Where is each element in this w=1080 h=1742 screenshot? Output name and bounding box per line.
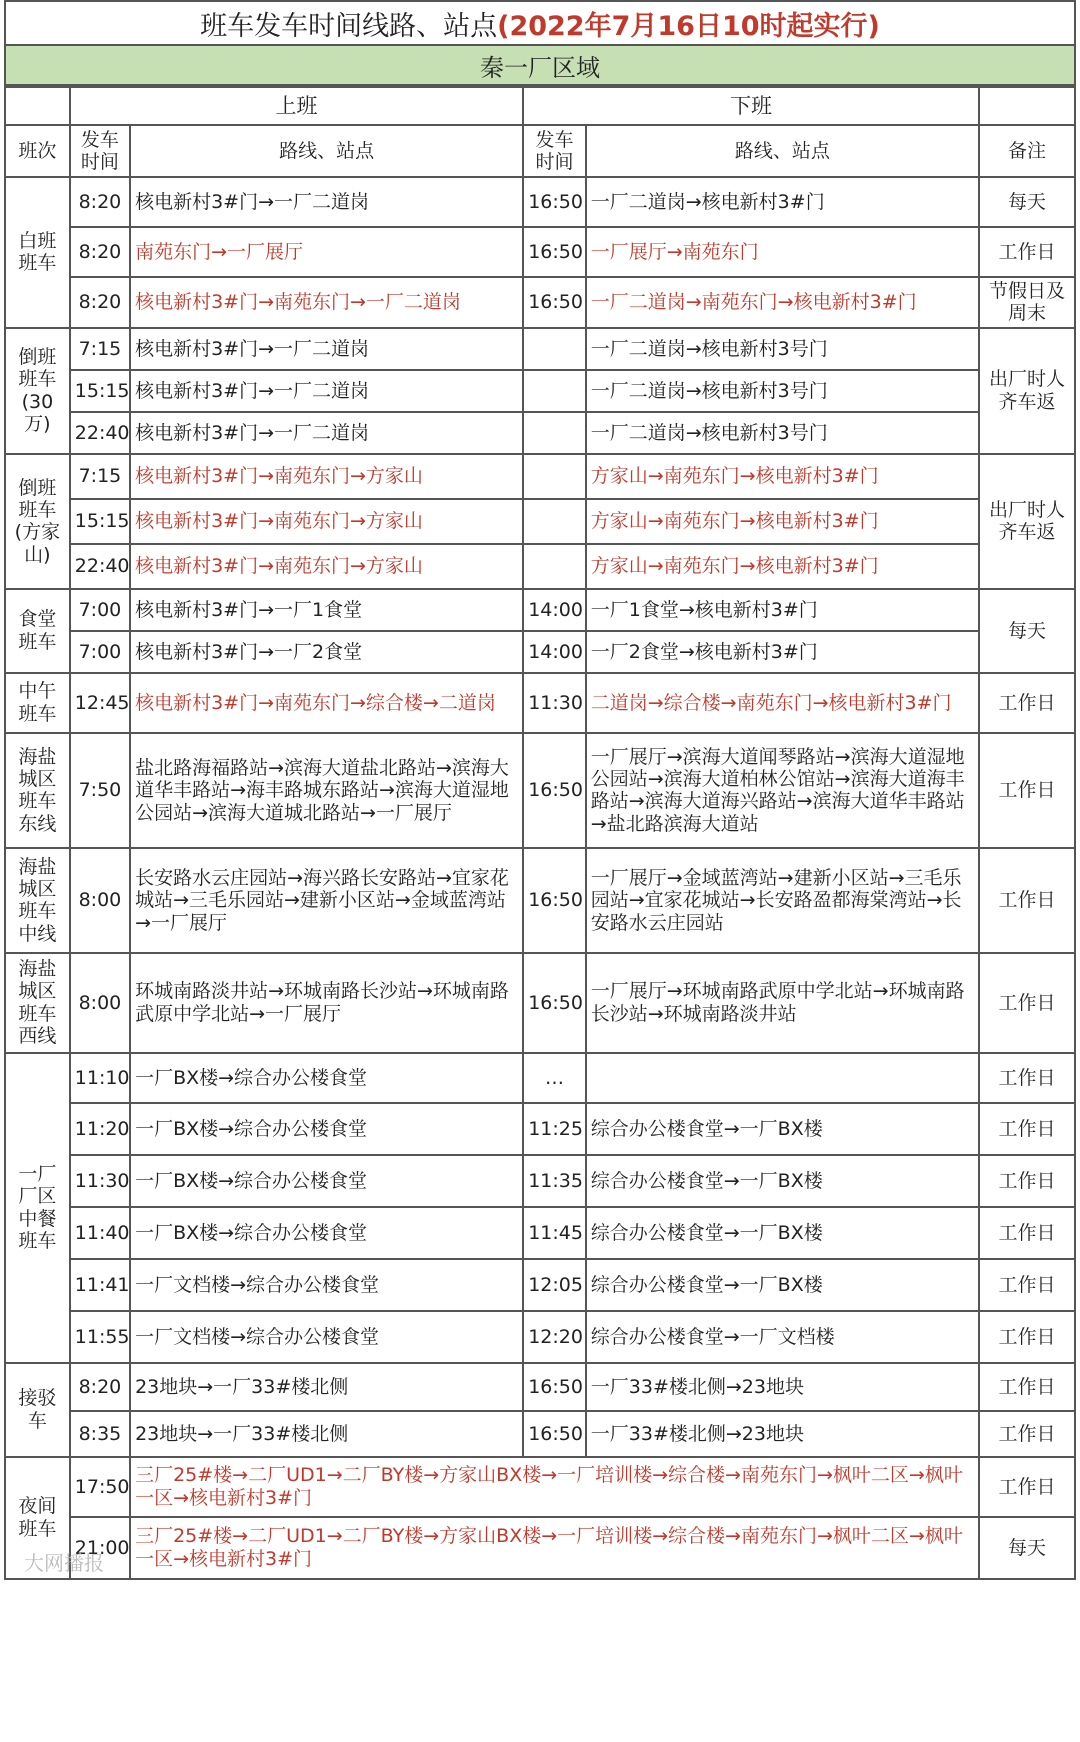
route-down: 一厂二道岗→核电新村3#门 bbox=[586, 177, 979, 227]
route-up: 核电新村3#门→南苑东门→方家山 bbox=[130, 499, 523, 544]
group-label: 一厂厂区中餐班车 bbox=[5, 1053, 70, 1363]
table-row bbox=[5, 544, 1075, 589]
route-up: 一厂BX楼→综合办公楼食堂 bbox=[130, 1103, 523, 1155]
table-row bbox=[5, 412, 1075, 454]
route-down: 方家山→南苑东门→核电新村3#门 bbox=[586, 499, 979, 544]
route-up: 核电新村3#门→南苑东门→综合楼→二道岗 bbox=[130, 673, 523, 733]
depart-time-down: 11:30 bbox=[523, 673, 586, 733]
depart-time-up: 8:20 bbox=[70, 1363, 130, 1411]
group-label: 食堂班车 bbox=[5, 589, 70, 673]
depart-time-up: 11:30 bbox=[70, 1155, 130, 1207]
depart-time-down: 16:50 bbox=[523, 1363, 586, 1411]
note-cell: 工作日 bbox=[979, 1411, 1075, 1457]
header-up: 上班 bbox=[70, 87, 523, 125]
depart-time-down bbox=[523, 544, 586, 589]
table-row bbox=[5, 454, 1075, 499]
depart-time-down: 16:50 bbox=[523, 1411, 586, 1457]
route-up: 23地块→一厂33#楼北侧 bbox=[130, 1363, 523, 1411]
note-cell: 工作日 bbox=[979, 227, 1075, 277]
depart-time-down: 14:00 bbox=[523, 631, 586, 673]
route-down: 一厂二道岗→南苑东门→核电新村3#门 bbox=[586, 277, 979, 328]
table-row bbox=[5, 370, 1075, 412]
depart-time-up: 17:50 bbox=[70, 1457, 130, 1517]
route-up: 一厂BX楼→综合办公楼食堂 bbox=[130, 1207, 523, 1259]
note-cell: 每天 bbox=[979, 1517, 1075, 1579]
group-label: 倒班班车(30万) bbox=[5, 328, 70, 454]
corner-cell bbox=[5, 87, 70, 125]
route-down bbox=[586, 1053, 979, 1103]
depart-time-up: 11:10 bbox=[70, 1053, 130, 1103]
depart-time-down: 16:50 bbox=[523, 227, 586, 277]
route-down: 一厂二道岗→核电新村3号门 bbox=[586, 328, 979, 370]
header-route-up: 路线、站点 bbox=[130, 125, 523, 177]
depart-time-up: 7:50 bbox=[70, 733, 130, 848]
depart-time-down: 16:50 bbox=[523, 733, 586, 848]
table-row bbox=[5, 177, 1075, 227]
title-main: 班车发车时间线路、站点 bbox=[200, 10, 498, 42]
route-down: 一厂展厅→金域蓝湾站→建新小区站→三毛乐园站→宜家花城站→长安路盈都海棠湾站→长安路水云庄园站 bbox=[586, 848, 979, 953]
route-down: 一厂展厅→南苑东门 bbox=[586, 227, 979, 277]
route-night: 三厂25#楼→二厂UD1→二厂BY楼→方家山BX楼→一厂培训楼→综合楼→南苑东门→枫叶二区→枫叶一区→核电新村3#门 bbox=[130, 1457, 979, 1517]
table-row bbox=[5, 673, 1075, 733]
table-row bbox=[5, 1259, 1075, 1311]
depart-time-down bbox=[523, 328, 586, 370]
route-down: 二道岗→综合楼→南苑东门→核电新村3#门 bbox=[586, 673, 979, 733]
depart-time-up: 12:45 bbox=[70, 673, 130, 733]
depart-time-up: 8:00 bbox=[70, 953, 130, 1053]
route-up: 环城南路淡井站→环城南路长沙站→环城南路武原中学北站→一厂展厅 bbox=[130, 953, 523, 1053]
note-cell: 工作日 bbox=[979, 1155, 1075, 1207]
table-row bbox=[5, 1103, 1075, 1155]
header-down: 下班 bbox=[523, 87, 979, 125]
table-row bbox=[5, 1517, 1075, 1579]
table-row bbox=[5, 1053, 1075, 1103]
route-down: 一厂2食堂→核电新村3#门 bbox=[586, 631, 979, 673]
depart-time-up: 8:20 bbox=[70, 277, 130, 328]
group-label: 海盐城区班车中线 bbox=[5, 848, 70, 953]
route-down: 综合办公楼食堂→一厂BX楼 bbox=[586, 1207, 979, 1259]
group-label: 接驳车 bbox=[5, 1363, 70, 1457]
area-banner: 秦一厂区域 bbox=[4, 44, 1076, 86]
group-label: 海盐城区班车东线 bbox=[5, 733, 70, 848]
table-row bbox=[5, 1363, 1075, 1411]
depart-time-down: 16:50 bbox=[523, 277, 586, 328]
route-up: 一厂文档楼→综合办公楼食堂 bbox=[130, 1311, 523, 1363]
route-up: 核电新村3#门→一厂二道岗 bbox=[130, 328, 523, 370]
route-down: 一厂展厅→滨海大道闻琴路站→滨海大道湿地公园站→滨海大道柏林公馆站→滨海大道海丰路站→滨海大道海兴路站→滨海大道华丰路站→盐北路滨海大道站 bbox=[586, 733, 979, 848]
route-up: 一厂BX楼→综合办公楼食堂 bbox=[130, 1155, 523, 1207]
note-cell: 出厂时人齐车返 bbox=[979, 454, 1075, 589]
depart-time-up: 7:00 bbox=[70, 631, 130, 673]
table-row bbox=[5, 277, 1075, 328]
table-row bbox=[5, 1457, 1075, 1517]
table-row bbox=[5, 499, 1075, 544]
depart-time-up: 11:20 bbox=[70, 1103, 130, 1155]
depart-time-down: 11:35 bbox=[523, 1155, 586, 1207]
note-cell: 工作日 bbox=[979, 673, 1075, 733]
note-cell: 工作日 bbox=[979, 1103, 1075, 1155]
route-down: 一厂1食堂→核电新村3#门 bbox=[586, 589, 979, 631]
depart-time-down: 11:25 bbox=[523, 1103, 586, 1155]
schedule-table bbox=[4, 86, 1076, 1580]
route-down: 一厂33#楼北侧→23地块 bbox=[586, 1411, 979, 1457]
route-up: 核电新村3#门→南苑东门→一厂二道岗 bbox=[130, 277, 523, 328]
table-row bbox=[5, 1411, 1075, 1457]
depart-time-down: 16:50 bbox=[523, 177, 586, 227]
route-down: 综合办公楼食堂→一厂文档楼 bbox=[586, 1311, 979, 1363]
route-up: 长安路水云庄园站→海兴路长安路站→宜家花城站→三毛乐园站→建新小区站→金域蓝湾站→一厂展厅 bbox=[130, 848, 523, 953]
header-note: 备注 bbox=[979, 125, 1075, 177]
note-cell: 每天 bbox=[979, 589, 1075, 673]
group-label: 中午班车 bbox=[5, 673, 70, 733]
header-note-top bbox=[979, 87, 1075, 125]
note-cell: 工作日 bbox=[979, 848, 1075, 953]
note-cell: 工作日 bbox=[979, 1457, 1075, 1517]
page-title bbox=[4, 0, 1076, 44]
header-time-up: 发车时间 bbox=[70, 125, 130, 177]
route-down: 方家山→南苑东门→核电新村3#门 bbox=[586, 544, 979, 589]
note-cell: 工作日 bbox=[979, 1207, 1075, 1259]
route-up: 南苑东门→一厂展厅 bbox=[130, 227, 523, 277]
note-cell: 出厂时人齐车返 bbox=[979, 328, 1075, 454]
table-row bbox=[5, 953, 1075, 1053]
route-up: 一厂BX楼→综合办公楼食堂 bbox=[130, 1053, 523, 1103]
route-up: 核电新村3#门→一厂二道岗 bbox=[130, 177, 523, 227]
route-up: 核电新村3#门→南苑东门→方家山 bbox=[130, 454, 523, 499]
depart-time-down: … bbox=[523, 1053, 586, 1103]
header-class: 班次 bbox=[5, 125, 70, 177]
note-cell: 工作日 bbox=[979, 1363, 1075, 1411]
depart-time-up: 8:00 bbox=[70, 848, 130, 953]
depart-time-up: 11:55 bbox=[70, 1311, 130, 1363]
depart-time-down: 16:50 bbox=[523, 848, 586, 953]
route-down: 一厂展厅→环城南路武原中学北站→环城南路长沙站→环城南路淡井站 bbox=[586, 953, 979, 1053]
note-cell: 工作日 bbox=[979, 1311, 1075, 1363]
route-up: 23地块→一厂33#楼北侧 bbox=[130, 1411, 523, 1457]
note-cell: 每天 bbox=[979, 177, 1075, 227]
depart-time-up: 8:20 bbox=[70, 177, 130, 227]
route-up: 核电新村3#门→一厂2食堂 bbox=[130, 631, 523, 673]
depart-time-up: 22:40 bbox=[70, 412, 130, 454]
depart-time-up: 7:15 bbox=[70, 454, 130, 499]
group-label: 海盐城区班车西线 bbox=[5, 953, 70, 1053]
table-row bbox=[5, 631, 1075, 673]
depart-time-down: 12:05 bbox=[523, 1259, 586, 1311]
depart-time-up: 11:40 bbox=[70, 1207, 130, 1259]
note-cell: 工作日 bbox=[979, 1053, 1075, 1103]
depart-time-up: 8:20 bbox=[70, 227, 130, 277]
table-row bbox=[5, 1207, 1075, 1259]
depart-time-up: 7:15 bbox=[70, 328, 130, 370]
depart-time-down bbox=[523, 370, 586, 412]
group-label: 夜间班车 bbox=[5, 1457, 70, 1579]
depart-time-down: 14:00 bbox=[523, 589, 586, 631]
note-cell: 工作日 bbox=[979, 1259, 1075, 1311]
depart-time-up: 15:15 bbox=[70, 499, 130, 544]
watermark: 大网播报 bbox=[24, 1550, 104, 1575]
depart-time-up: 7:00 bbox=[70, 589, 130, 631]
depart-time-down: 12:20 bbox=[523, 1311, 586, 1363]
note-cell: 工作日 bbox=[979, 953, 1075, 1053]
depart-time-up: 15:15 bbox=[70, 370, 130, 412]
title-effective-date: (2022年7月16日10时起实行) bbox=[497, 10, 880, 42]
route-up: 盐北路海福路站→滨海大道盐北路站→滨海大道华丰路站→海丰路城东路站→滨海大道湿地公园站→滨海大道城北路站→一厂展厅 bbox=[130, 733, 523, 848]
route-up: 核电新村3#门→一厂1食堂 bbox=[130, 589, 523, 631]
header-route-down: 路线、站点 bbox=[586, 125, 979, 177]
route-down: 方家山→南苑东门→核电新村3#门 bbox=[586, 454, 979, 499]
depart-time-up: 8:35 bbox=[70, 1411, 130, 1457]
note-cell: 节假日及周末 bbox=[979, 277, 1075, 328]
route-down: 综合办公楼食堂→一厂BX楼 bbox=[586, 1103, 979, 1155]
depart-time-up: 21:00 bbox=[70, 1517, 130, 1579]
route-down: 一厂二道岗→核电新村3号门 bbox=[586, 412, 979, 454]
schedule-sheet bbox=[4, 0, 1076, 1580]
depart-time-up: 22:40 bbox=[70, 544, 130, 589]
route-down: 一厂二道岗→核电新村3号门 bbox=[586, 370, 979, 412]
route-up: 核电新村3#门→一厂二道岗 bbox=[130, 370, 523, 412]
depart-time-down bbox=[523, 454, 586, 499]
route-down: 综合办公楼食堂→一厂BX楼 bbox=[586, 1155, 979, 1207]
table-row bbox=[5, 328, 1075, 370]
group-label: 倒班班车(方家山) bbox=[5, 454, 70, 589]
table-row bbox=[5, 1155, 1075, 1207]
route-up: 核电新村3#门→一厂二道岗 bbox=[130, 412, 523, 454]
header-time-down: 发车时间 bbox=[523, 125, 586, 177]
table-row bbox=[5, 227, 1075, 277]
table-row bbox=[5, 589, 1075, 631]
group-label: 白班班车 bbox=[5, 177, 70, 328]
depart-time-down: 16:50 bbox=[523, 953, 586, 1053]
table-row bbox=[5, 848, 1075, 953]
depart-time-up: 11:41 bbox=[70, 1259, 130, 1311]
depart-time-down bbox=[523, 412, 586, 454]
table-row bbox=[5, 1311, 1075, 1363]
depart-time-down: 11:45 bbox=[523, 1207, 586, 1259]
note-cell: 工作日 bbox=[979, 733, 1075, 848]
route-down: 一厂33#楼北侧→23地块 bbox=[586, 1363, 979, 1411]
route-night: 三厂25#楼→二厂UD1→二厂BY楼→方家山BX楼→一厂培训楼→综合楼→南苑东门→枫叶二区→枫叶一区→核电新村3#门 bbox=[130, 1517, 979, 1579]
route-up: 核电新村3#门→南苑东门→方家山 bbox=[130, 544, 523, 589]
depart-time-down bbox=[523, 499, 586, 544]
table-row bbox=[5, 733, 1075, 848]
route-down: 综合办公楼食堂→一厂BX楼 bbox=[586, 1259, 979, 1311]
route-up: 一厂文档楼→综合办公楼食堂 bbox=[130, 1259, 523, 1311]
